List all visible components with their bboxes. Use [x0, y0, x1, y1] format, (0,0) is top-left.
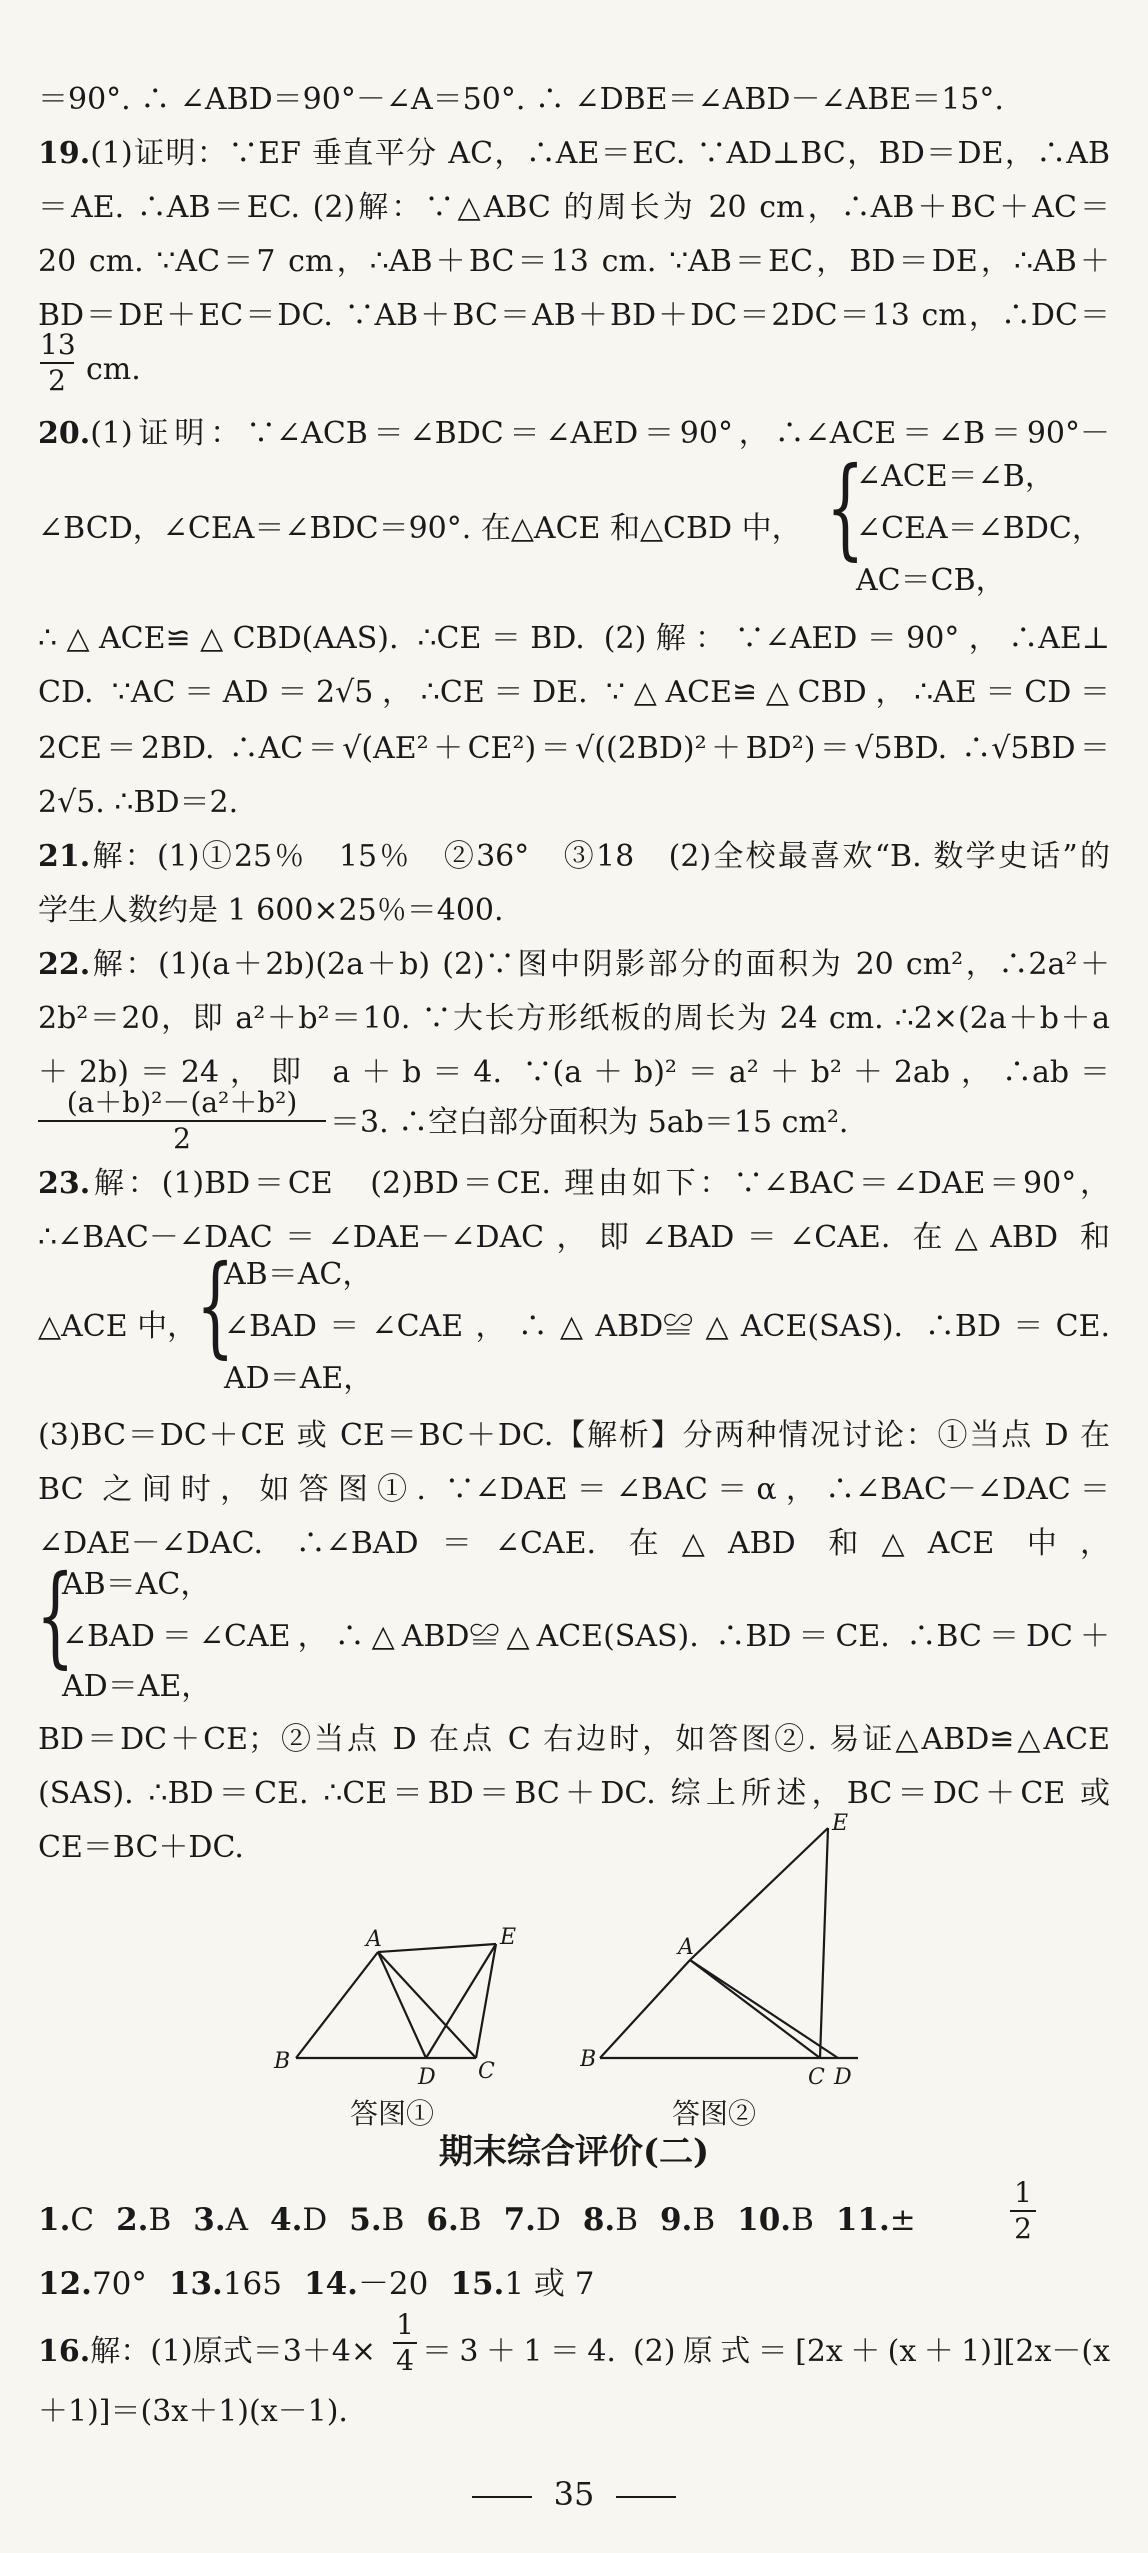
- question-number: 19.: [38, 136, 91, 171]
- question-number: 20.: [38, 416, 91, 451]
- system-brace: {: [826, 443, 865, 571]
- answer-number: 12.: [38, 2266, 92, 2302]
- answer-value: B: [381, 2202, 405, 2238]
- question-number: 23.: [38, 1166, 91, 1201]
- answer-item: [116, 2202, 171, 2238]
- answer-value: D: [302, 2202, 328, 2238]
- answer-value: A: [225, 2202, 249, 2238]
- text-span: ∠BCD，∠CEA＝∠BDC＝90°. 在△ACE 和△CBD 中，: [38, 511, 802, 546]
- question-number: 21.: [38, 839, 91, 874]
- answer-value: B: [148, 2202, 172, 2238]
- text-line: CE＝BC＋DC.: [38, 1830, 244, 1865]
- answer-item: [426, 2202, 481, 2238]
- fraction: [393, 2310, 417, 2376]
- fraction-numerator: 13: [40, 328, 76, 361]
- text-line: ＋2b)＝24，即 a＋b＝4. ∵(a＋b)²＝a²＋b²＋2ab，∴ab＝: [38, 1055, 1110, 1090]
- fraction: [1010, 2178, 1036, 2244]
- segment-ab: [600, 1960, 690, 2058]
- answer-number: 2.: [116, 2202, 149, 2238]
- answer-number: 15.: [450, 2266, 505, 2302]
- system-brace: {: [196, 1241, 235, 1369]
- point-label-a: A: [366, 1927, 382, 1952]
- figure-caption: 答图①: [350, 2097, 435, 2130]
- answer-value: D: [535, 2202, 561, 2238]
- text-line: BD＝DE＋EC＝DC. ∵AB＋BC＝AB＋BD＋DC＝2DC＝13 cm，∴DC＝: [38, 298, 1110, 333]
- segment-ab: [296, 1952, 378, 2058]
- answer-number: 13.: [168, 2266, 223, 2302]
- point-label-b: B: [274, 2049, 291, 2074]
- answer-item: [193, 2202, 248, 2238]
- answer-number: 14.: [304, 2266, 358, 2302]
- page-number-text: 35: [553, 2475, 595, 2513]
- fraction: [40, 330, 74, 396]
- text-span: ＝3. ∴空白部分面积为 5ab＝15 cm².: [330, 1105, 849, 1140]
- figure-caption: 答图②: [672, 2097, 757, 2130]
- system-line: ∠BAD＝∠CAE，∴△ABD≌△ACE(SAS). ∴BD＝CE. ∴BC＝DC＋: [62, 1619, 1110, 1654]
- answer-value: ±: [889, 2202, 916, 2238]
- point-label-a: A: [678, 1935, 694, 1960]
- segment-ae: [690, 1828, 828, 1960]
- answer-value: C: [70, 2202, 95, 2238]
- answer-number: 10.: [737, 2202, 792, 2238]
- fraction-denominator: 2: [48, 364, 66, 397]
- fraction-denominator: 2: [1014, 2212, 1032, 2245]
- fraction-denominator: 2: [173, 1122, 191, 1155]
- system-brace: {: [36, 1551, 75, 1679]
- answer-item: [737, 2202, 814, 2238]
- answer-item: [349, 2202, 404, 2238]
- geometry-figure-2: [580, 1800, 880, 2100]
- segment-ad: [690, 1960, 838, 2058]
- text-span: cm.: [86, 352, 141, 387]
- answer-item: [304, 2266, 428, 2302]
- system-line: AB＝AC，: [62, 1567, 211, 1602]
- text-line: [38, 943, 1110, 987]
- text-span: 解：(1)原式＝3＋4×: [90, 2334, 377, 2369]
- answer-item: [660, 2202, 715, 2238]
- fraction-numerator: (a＋b)²－(a²＋b²): [66, 1086, 298, 1119]
- point-label-e: E: [500, 1925, 517, 1950]
- segment-ae: [378, 1944, 496, 1952]
- text-line: (3)BC＝DC＋CE 或 CE＝BC＋DC.【解析】分两种情况讨论：①当点 D 在: [38, 1418, 1110, 1453]
- page-number-dash: [472, 2496, 532, 2498]
- fraction-denominator: 4: [396, 2344, 414, 2377]
- text-line: [38, 835, 1110, 879]
- question-number: 22.: [38, 947, 91, 982]
- question-number: 16.: [38, 2334, 91, 2369]
- answer-number: 11.: [835, 2202, 890, 2238]
- segment-ec: [820, 1828, 828, 2058]
- system-line: AD＝AE，: [224, 1361, 374, 1396]
- answer-number: 1.: [38, 2202, 71, 2238]
- point-label-e: E: [832, 1811, 849, 1836]
- point-label-d: D: [418, 2065, 436, 2090]
- answer-item: [583, 2202, 638, 2238]
- system-line: AB＝AC，: [224, 1257, 373, 1292]
- answer-item: [270, 2202, 327, 2238]
- text-span: ＝3＋1＝4. (2)原式＝[2x＋(x＋1)][2x－(x: [422, 2334, 1110, 2369]
- point-label-b: B: [580, 2047, 597, 2072]
- text-line: ∠DAE－∠DAC. ∴∠BAD＝∠CAE. 在△ABD 和△ACE 中，: [38, 1526, 1110, 1561]
- text-line: BD＝DC＋CE；②当点 D 在点 C 右边时，如答图②. 易证△ABD≌△ACE: [38, 1722, 1110, 1757]
- text-line: CD. ∵AC＝AD＝2√5，∴CE＝DE. ∵△ACE≌△CBD，∴AE＝CD＝: [38, 675, 1110, 710]
- text-line: [38, 132, 1110, 176]
- answer-value: B: [615, 2202, 638, 2238]
- answer-item: [169, 2266, 282, 2302]
- text-line: [38, 2330, 376, 2374]
- text-span: (1)证明：∵EF 垂直平分 AC，∴AE＝EC. ∵AD⊥BC，BD＝DE，∴AB: [90, 136, 1110, 171]
- section-heading: 期末综合评价(二): [438, 2132, 710, 2172]
- segment-ac: [378, 1952, 476, 2058]
- point-label-c: C: [478, 2059, 495, 2084]
- text-line: 2b²＝20，即 a²＋b²＝10. ∵大长方形纸板的周长为 24 cm. ∴2×(2a＋b＋a: [38, 1001, 1110, 1036]
- geometry-figure-1: [270, 1900, 550, 2100]
- answer-number: 6.: [426, 2202, 459, 2238]
- text-line: ∴∠BAC－∠DAC＝∠DAE－∠DAC，即∠BAD＝∠CAE. 在△ABD 和: [38, 1220, 1110, 1255]
- text-line: [38, 412, 1110, 456]
- text-span: 解：(1)①25％ 15％ ②36° ③18 (2)全校最喜欢“B. 数学史话”的: [90, 839, 1110, 874]
- text-line: 20 cm. ∵AC＝7 cm，∴AB＋BC＝13 cm. ∵AB＝EC，BD＝DE，∴AB＋: [38, 244, 1110, 279]
- answer-value: －20: [357, 2266, 429, 2302]
- answer-item: [504, 2202, 561, 2238]
- system-line: ∠ACE＝∠B，: [856, 459, 1055, 494]
- text-span: 解：(1)BD＝CE (2)BD＝CE. 理由如下：∵∠BAC＝∠DAE＝90°，: [90, 1166, 1110, 1201]
- text-line: 2√5. ∴BD＝2.: [38, 785, 239, 820]
- system-line: ∠CEA＝∠BDC，: [856, 511, 1102, 546]
- answer-number: 7.: [503, 2202, 536, 2238]
- text-line: ＝90°. ∴ ∠ABD＝90°－∠A＝50°. ∴ ∠DBE＝∠ABD－∠ABE＝15°.: [38, 82, 1004, 117]
- answer-number: 4.: [270, 2202, 303, 2238]
- answer-value: 165: [222, 2266, 282, 2302]
- text-span: (1)证明：∵∠ACB＝∠BDC＝∠AED＝90°，∴∠ACE＝∠B＝90°－: [90, 416, 1110, 451]
- text-line: BC 之间时，如答图①. ∵∠DAE＝∠BAC＝α，∴∠BAC－∠DAC＝: [38, 1472, 1110, 1507]
- answer-value: B: [791, 2202, 814, 2238]
- answer-number: 8.: [582, 2202, 616, 2238]
- system-line: AC＝CB，: [856, 563, 1006, 598]
- answer-value: 70°: [91, 2266, 147, 2302]
- answer-value: B: [458, 2202, 482, 2238]
- system-line: ∠BAD＝∠CAE，∴△ABD≌△ACE(SAS). ∴BD＝CE.: [224, 1309, 1110, 1344]
- answer-number: 3.: [193, 2202, 226, 2238]
- point-label-c: C: [808, 2065, 825, 2090]
- answer-number: 5.: [349, 2202, 382, 2238]
- fraction-numerator: 1: [1014, 2176, 1032, 2209]
- text-line: [38, 1162, 1110, 1206]
- text-line: 2CE＝2BD. ∴AC＝√(AE²＋CE²)＝√((2BD)²＋BD²)＝√5BD. ∴√5BD＝: [38, 731, 1110, 766]
- answer-item: [836, 2202, 916, 2238]
- answers-row-1: [38, 2198, 938, 2242]
- text-line: ＋1)]＝(3x＋1)(x－1).: [38, 2394, 348, 2429]
- answers-row-2: [38, 2262, 616, 2306]
- answer-item: [450, 2266, 594, 2302]
- point-label-d: D: [834, 2065, 852, 2090]
- text-span: △ACE 中，: [38, 1309, 198, 1344]
- system-line: AD＝AE，: [62, 1669, 212, 1704]
- answer-value: 1 或 7: [504, 2266, 595, 2302]
- text-line: (SAS). ∴BD＝CE. ∴CE＝BD＝BC＋DC. 综上所述，BC＝DC＋CE 或: [38, 1776, 1110, 1811]
- text-line: ＝AE. ∴AB＝EC. (2)解：∵△ABC 的周长为 20 cm，∴AB＋BC＋AC＝: [38, 190, 1110, 225]
- text-span: 解：(1)(a＋2b)(2a＋b) (2)∵图中阴影部分的面积为 20 cm²，∴2a²＋: [90, 947, 1110, 982]
- page-number-dash: [616, 2496, 676, 2498]
- fraction-numerator: 1: [396, 2308, 414, 2341]
- page-number: [0, 2470, 1148, 2518]
- answer-item: [38, 2266, 147, 2302]
- answer-value: B: [692, 2202, 716, 2238]
- fraction: [38, 1088, 326, 1154]
- segment-ad: [378, 1952, 426, 2058]
- segment-ac: [690, 1960, 820, 2058]
- answer-number: 9.: [659, 2202, 693, 2238]
- text-line: ∴△ACE≌△CBD(AAS). ∴CE＝BD. (2)解：∵∠AED＝90°，∴AE⊥: [38, 621, 1110, 656]
- text-line: 学生人数约是 1 600×25％＝400.: [38, 893, 504, 928]
- answer-item: [38, 2202, 94, 2238]
